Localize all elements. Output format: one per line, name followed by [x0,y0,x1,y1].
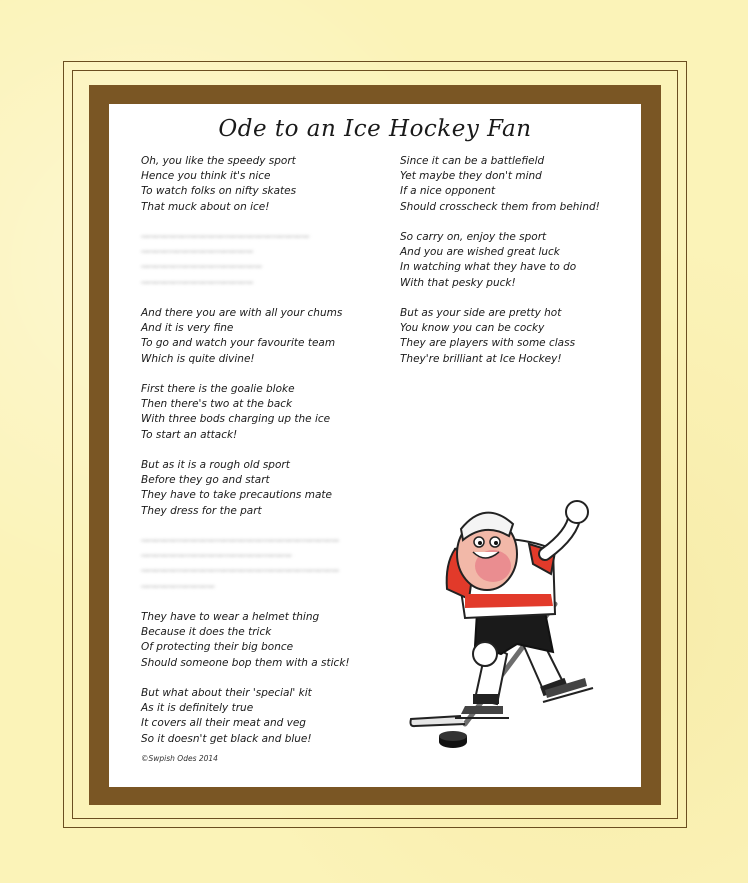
poem-line: If a nice opponent [400,185,496,198]
poem-line: With that pesky puck! [400,276,516,289]
poem-line: ~~~ ~~~~~ ~~~~ [141,246,254,259]
poem-line: Yet maybe they don't mind [400,170,542,183]
poem-line: But what about their 'special' kit [141,687,312,699]
poem-title: Ode to an Ice Hockey Fan [218,116,532,142]
poem-stanza [141,458,381,519]
poem-line: They're brilliant at Ice Hockey! [400,352,562,365]
poem-stanza [141,382,381,443]
poem-line: Should someone bop them with a stick! [141,656,350,669]
poem-stanza [141,610,381,671]
poem-stanza [400,230,630,291]
poem-line: That muck about on ice! [141,200,270,213]
poem-line: ~~~~ ~~~~ [141,580,215,593]
poem-line: ~~~~ ~~~~ ~~~~~ ~~~~ ~~~~ [141,565,340,578]
poem-line: But as your side are pretty hot [400,307,562,319]
poem-stanza [141,154,381,215]
poem-line: Because it does the trick [141,626,272,639]
poem-line: So carry on, enjoy the sport [400,231,547,243]
poem-line: But as it is a rough old sport [141,459,290,471]
poem-line: First there is the goalie bloke [141,383,295,395]
right-column [400,154,630,382]
poem-line: To start an attack! [141,428,238,441]
poem-stanza [141,686,381,747]
hockey-player-illustration [405,494,597,754]
poem-stanza [141,306,381,367]
poem-line: And you are wished great luck [400,246,560,259]
poem-line: And it is very fine [141,322,234,335]
poem-line: And there you are with all your chums [141,307,343,319]
poem-line: Since it can be a battlefield [400,155,545,167]
poem-line: So it doesn't get black and blue! [141,732,312,745]
poem-line: Before they go and start [141,474,270,487]
poem-line: ~~~~~ ~~~~ ~~~~~ ~~~~ [141,231,310,243]
poem-line: ~~~~ ~~~~ ~~~~~ ~~~~ ~~~~ [141,535,340,547]
poem-line: They have to take precautions mate [141,489,332,502]
poem-line: Oh, you like the speedy sport [141,155,296,167]
poem-line: ~~~~ ~~~~ ~~~~ [141,276,254,289]
poem-line: Should crosscheck them from behind! [400,200,600,213]
poem-line: ~~~~ ~~~~ ~~~~~ [141,261,263,274]
poem-line: ~~~~~ ~~~~ ~~~~ ~~~ [141,550,292,563]
poem-stanza [400,154,630,215]
poem-stanza [400,306,630,367]
poem-line: To go and watch your favourite team [141,337,336,350]
redacted-stanza [141,534,381,595]
poem-line: Hence you think it's nice [141,170,271,183]
poem-line: It covers all their meat and veg [141,717,306,730]
poem-line: They have to wear a helmet thing [141,611,320,623]
copyright-notice: ©Swpish Odes 2014 [141,754,218,763]
poem-line: They are players with some class [400,337,576,350]
redacted-stanza [141,230,381,291]
poem-line: Then there's two at the back [141,398,293,411]
poem-page [109,104,641,787]
poem-line: In watching what they have to do [400,261,577,274]
poem-line: Which is quite divine! [141,352,255,365]
poem-line: With three bods charging up the ice [141,413,331,426]
poem-line: Of protecting their big bonce [141,641,294,654]
left-column [141,154,381,762]
poem-line: To watch folks on nifty skates [141,185,297,198]
poem-line: They dress for the part [141,504,262,517]
poem-line: You know you can be cocky [400,322,545,335]
poem-line: As it is definitely true [141,702,254,715]
